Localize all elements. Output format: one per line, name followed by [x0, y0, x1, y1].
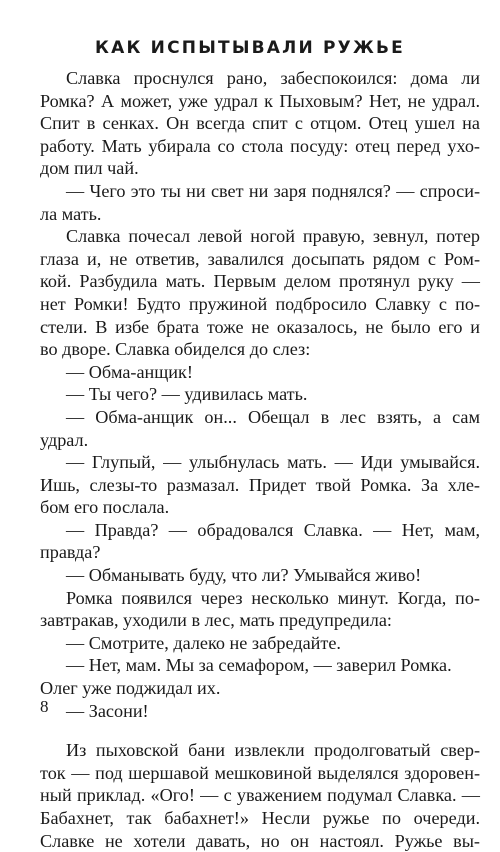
text-line: ток — под шершавой мешковиной выделялся здоровен- — [40, 762, 480, 783]
text-line: — Ты чего? — удивилась мать. — [66, 384, 308, 405]
text-line: — Чего это ты ни свет ни заря поднялся? — спроси- — [66, 180, 480, 201]
text-line: — Обма-анщик! — [66, 361, 193, 382]
text-line: — Обма-анщик он... Обещал в лес взять, а сам — [66, 406, 480, 427]
text-line: Славка почесал левой ногой правую, зевнул, потер — [66, 226, 480, 247]
text-line: — Глупый, — улыбнулась мать. — Иди умывайся. — [66, 452, 480, 473]
text-line: — Обманывать буду, что ли? Умывайся живо! — [66, 565, 422, 586]
text-line: Олег уже поджидал их. — [40, 678, 221, 699]
text-line: Славке не хотели давать, но он настоял. Ружье вы- — [40, 830, 480, 851]
section-break — [40, 722, 480, 739]
body-text — [40, 67, 480, 852]
text-line: во дворе. Славка обиделся до слез: — [40, 339, 311, 360]
chapter-title: КАК ИСПЫТЫВАЛИ РУЖЬЕ — [95, 38, 405, 58]
text-line: ла мать. — [40, 203, 102, 224]
text-line: ный приклад. «Ого! — с уважением подумал Славка. — — [40, 785, 480, 806]
text-line: удрал. — [40, 429, 89, 450]
text-line: дом пил чай. — [40, 158, 139, 179]
text-line: Ишь, слезы-то размазал. Придет твой Ромка. За хле- — [40, 474, 480, 495]
text-line: завтракав, уходили в лес, мать предупредила: — [40, 610, 392, 631]
text-line: — Нет, мам. Мы за семафором, — заверил Ромка. — [66, 655, 452, 676]
text-line: — Смотрите, далеко не забредайте. — [66, 632, 341, 653]
page-number: 8 — [40, 697, 49, 716]
text-line: кой. Разбудила мать. Первым делом протянул руку — — [40, 271, 480, 292]
text-line: Бабахнет, так бабахнет!» Несли ружье по очереди. — [40, 808, 480, 828]
text-line: — Засони! — [66, 700, 149, 721]
text-line: Спит в сенках. Он всегда спит с отцом. Отец ушел на — [40, 113, 480, 134]
text-line: Из пыховской бани извлекли продолговатый свер- — [66, 740, 480, 761]
text-line: — Правда? — обрадовался Славка. — Нет, мам, — [66, 519, 480, 540]
text-line: Ромка появился через несколько минут. Когда, по- — [66, 587, 480, 608]
text-line: глаза и, не ответив, завалился досыпать рядом с Ром- — [40, 248, 480, 269]
text-line: бом его послала. — [40, 497, 170, 518]
text-line: стели. В избе брата тоже не оказалось, не было его и — [40, 316, 480, 337]
text-line: правда? — [40, 542, 101, 563]
text-line: Ромка? А может, уже удрал к Пыховым? Нет, не удрал. — [40, 90, 480, 111]
text-line: Славка проснулся рано, забеспокоился: дома ли — [66, 68, 480, 88]
text-line: нет Ромки! Будто пружиной подбросило Славку с по- — [40, 293, 480, 314]
text-line: работу. Мать убирала со стола посуду: отец перед ухо- — [40, 135, 480, 156]
